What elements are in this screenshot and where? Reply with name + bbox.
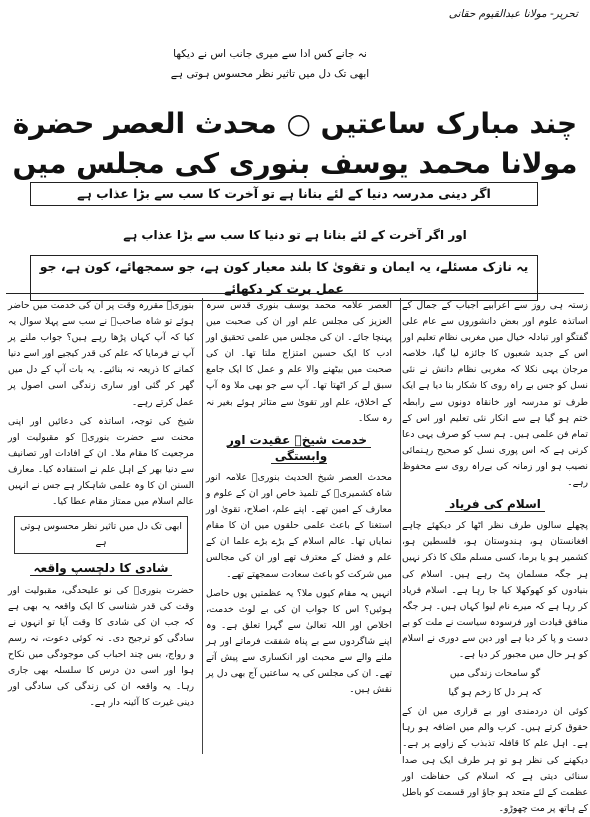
paragraph: پچھلے سالوں طرف نظر اٹھا کر دیکھئے چاہے افغانستان ہو، ہندوستان ہو، فلسطین ہو، کشمیر ہو یا برما، کسی مسلم ملک کا ذکر نہیں ہر جگہ مسلمان پٹ رہے ہیں۔ اسلام کی بنیادوں کو کھوکھلا کیا جا رہا ہے۔ اسلام فریاد کر رہا ہے کہ میرے نام لیوا کہاں ہیں۔ ہر جگہ منافق قیادت اور فرسودہ سیاست نے ملت کو بے دست و پا کر دیا ہے اور دین سے دوری نے اسلام کو ہر حال میں مجبور کر دیا ہے۔ (402, 520, 588, 660)
boxed-verse: ابھی تک دل میں تاثیر نظر محسوس ہوتی ہے (14, 516, 188, 554)
column-divider-2 (202, 298, 203, 754)
subheading (206, 432, 392, 464)
subheading-text: اسلام کی فریاد (445, 497, 545, 512)
subheading (8, 560, 194, 576)
paragraph: حضرت بنوریؒ کی نو علیحدگی، مقبولیت اور وقت کی قدر شناسی کا ایک واقعہ یہ بھی ہے کہ جب ان کی شادی کا وقت آیا تو انہوں نے سادگی کو ترجیح دی۔ نہ کوئی دعوت، نہ رسم و رواج، بس چند احباب کی موجودگی میں نکاح ہوا اور اسی دن درس کا سلسلہ بھی جاری رہا۔ یہ واقعہ ان کی زندگی کی سادگی اور دینی غیرت کا آئینہ دار ہے۔ (8, 584, 194, 709)
highlight-subline: اور اگر آخرت کے لئے بنانا ہے تو دنیا کا سب سے بڑا عذاب ہے (123, 228, 467, 242)
verse-line: کہ ہر دل کا زخم ہو گیا (448, 687, 542, 699)
paragraph: انہیں یہ مقام کیوں ملا؟ یہ عظمتیں یوں حاصل ہوئیں؟ اس کا جواب ان کی بے لوث خدمت، اخلاص اور اللہ تعالیٰ سے گہرا تعلق ہے۔ وہ اپنے شاگردوں سے بے پناہ شفقت فرماتے اور ہر ملنے والے سے محبت اور انکساری سے پیش آتے تھے۔ ان کی مجلس کی یہ ساعتیں آج بھی دل پر نقش ہیں۔ (206, 587, 392, 696)
author-byline: تحریر- مولانا عبدالقیوم حقانی (448, 8, 578, 20)
paragraph: زستہ ہی روز سے اعرابیے اجباب کے جمال کے اساتذہ علوم اور بعض دانشوروں سے عام علی گفتگو اور تبادلہ خیال میں مغربی نظام تعلیم اور اس کے جدید شعبوں کا جائزہ لیا گیا، خلاصہ مرجان یہی نکلا کہ مغربی نظام دانش نے نئی نسل کو جس بے راہ روی کا شکار بنا دیا ہے ایک طرف تو مدرسہ اور خانقاہ دونوں سے رابطہ ختم ہو گیا ہے سے انکار نئی تعلیم اور اس کے تمام فن علمی ہیں۔ ہم سب کو صرف یہی دعا کرنی ہے کہ اس پوری نسل کو صحیح رہنمائی نصیب ہو اور زمانہ کی بےراہ روی سے محفوظ رہے۔ (402, 300, 588, 489)
poem-line-1: نہ جانے کس ادا سے میری جانب اس نے دیکھا (173, 48, 367, 60)
subheading (402, 496, 588, 512)
article-column-left (8, 298, 194, 756)
highlight-banner-2: یہ نازک مسئلے، یہ ایمان و تقویٰ کا بلند معیار کون ہے، جو سمجھائے، کون ہے، جو عمل برت کر دکھائے (30, 255, 538, 301)
subheading-text: شادی کا دلچسپ واقعہ (30, 561, 173, 576)
article-column-right (402, 298, 588, 814)
paragraph: محدث العصر شیخ الحدیث بنوریؒ علامہ انور شاہ کشمیریؒ کے تلمیذ خاص اور ان کے علوم و معارف کے امین تھے۔ اپنے علم، اصلاح، تقویٰ اور استغنا کے باعث علمی حلقوں میں ان کا مقام نمایاں تھا۔ عالم اسلام کے بڑے بڑے علما ان کے علم و فضل کے معترف تھے اور ان کی مجالس میں شرکت کو باعث سعادت سمجھتے تھے۔ (206, 471, 392, 580)
paragraph: بنوریؒ مقررہ وقت پر ان کی خدمت میں حاضر ہوئے تو شاہ صاحبؒ نے سب سے پہلا سوال یہ کیا کہ آپ کہاں پڑھا رہے ہیں؟ جواب ملنے پر آپ نے فرمایا کہ علم کی قدر کیجیے اور اسے دنیا کمانے کا ذریعہ نہ بنائیے۔ یہ بات آپ کے دل میں گھر کر گئی اور ساری زندگی اسی اصول پر عمل کرتے رہے۔ (8, 300, 194, 408)
column-divider-1 (400, 298, 401, 754)
paragraph: العصر علامہ محمد یوسف بنوری قدس سرہ العزیز کی مجلس علم اور ان کی صحبت میں پہنچا جائے۔ ان کی مجلس میں علمی تحقیق اور ادب کا ایک حسین امتزاج ملتا تھا۔ ان کی صحبت میں بیٹھنے والا علم و عمل کا ایک جامع سبق لے کر اٹھتا تھا۔ آپ سے جو بھی ملا وہ آپ کے اخلاق، علم اور تقویٰ سے متاثر ہوئے بغیر نہ رہ سکا۔ (206, 300, 392, 424)
paragraph: شیخ کی توجہ، اساتذہ کی دعائیں اور اپنی محنت سے حضرت بنوریؒ کو مقبولیت اور مرجعیت کا مقام ملا۔ ان کے افادات اور تصانیف سے دنیا بھر کے اہل علم نے استفادہ کیا۔ معارف السنن ان کا وہ علمی شاہکار ہے جس نے انہیں عالم اسلام میں ممتاز مقام عطا کیا۔ (8, 415, 194, 508)
paragraph: کوئی ان دردمندی اور بے قراری میں ان کے حقوق کرتے ہیں۔ کرب والم میں اضافہ ہو رہا ہے۔ اہل علم کا قافلہ تذبذب کے زاویے پر ہے۔ دیکھنے کی نظر ہو تو ہر طرف ایک ہی صدا سنائی دیتی ہے کہ اسلام کی حفاظت اور عظمت کے لئے متحد ہو جاؤ اور قسمت کو باطل کے ہاتھ پر مت چھوڑو۔ (402, 706, 588, 814)
article-column-middle (206, 298, 392, 756)
subheading-text: خدمت شیخؒ عقیدت اور وابستگی (227, 433, 371, 464)
poem-line-2: ابھی تک دل میں تاثیر نظر محسوس ہوتی ہے (170, 68, 370, 80)
main-headline: چند مبارک ساعتیں ○ محدث العصر حضرة مولانا محمد یوسف بنوری کی مجلس میں (12, 107, 578, 180)
header-divider (6, 293, 584, 294)
verse-line: گو سامحات زندگی میں (449, 668, 541, 680)
highlight-banner-1: اگر دینی مدرسہ دنیا کے لئے بنانا ہے تو آخرت کا سب سے بڑا عذاب ہے (30, 182, 538, 206)
